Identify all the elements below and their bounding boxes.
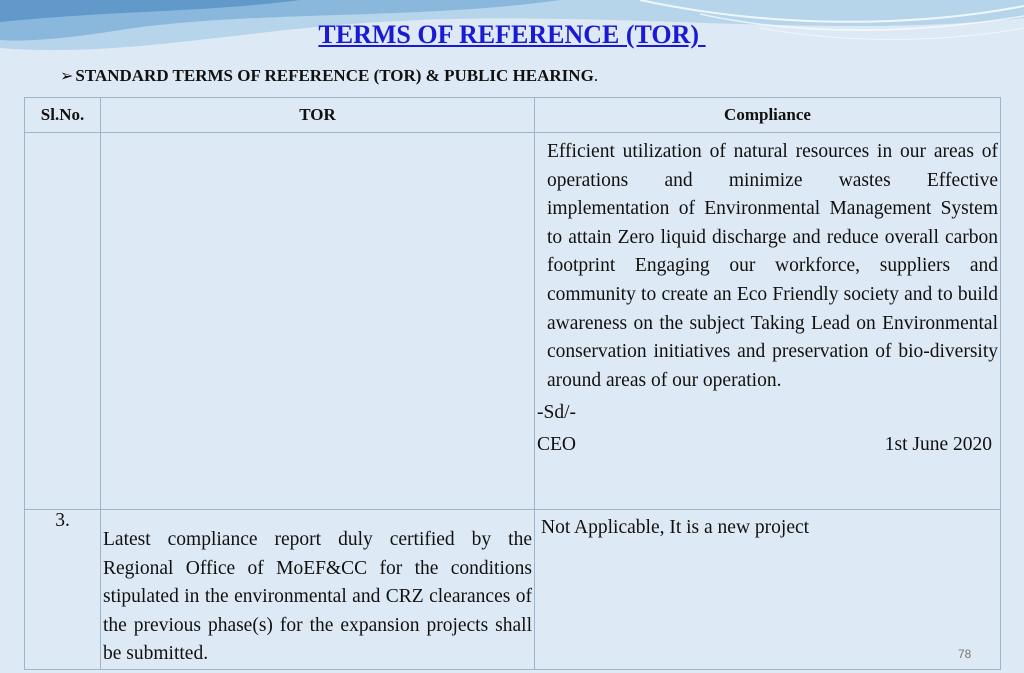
policy-date: 1st June 2020 <box>884 434 992 456</box>
table-row <box>25 510 1001 670</box>
header-compliance: Compliance <box>535 98 1001 133</box>
section-heading-text: STANDARD TERMS OF REFERENCE (TOR) & PUBLIC HEARING <box>75 66 594 85</box>
section-heading <box>60 66 598 86</box>
environmental-policy-text: Efficient utilization of natural resources in our areas of operations and minimize wastes Effective implementation of Environmental Management System to attain Zero liquid discharge and reduce overall carbon footprint Engaging our workforce, suppliers and community to create an Eco Friendly society and to build awareness on the subject Taking Lead on Environmental conservation initiatives and preservation of bio-diversity around areas of our operation. <box>547 141 998 391</box>
header-tor: TOR <box>101 98 535 133</box>
tor-text: Latest compliance report duly certified by the Regional Office of MoEF&CC for the conditions stipulated in the environmental and CRZ clearances of the previous phase(s) for the expansion projects shall be submitted. <box>103 529 532 665</box>
tor-compliance-table <box>24 97 1001 670</box>
table-header-row <box>25 98 1001 133</box>
signatory-row <box>537 431 992 459</box>
slno-cell <box>25 133 101 510</box>
page-title: TERMS OF REFERENCE (TOR) <box>318 20 706 49</box>
section-heading-period: . <box>593 66 599 85</box>
tor-cell <box>101 510 535 670</box>
compliance-cell <box>535 133 1001 510</box>
designation: CEO <box>537 434 576 456</box>
compliance-cell <box>535 510 1001 670</box>
arrow-bullet-icon: ➢ <box>60 68 74 85</box>
header-slno: Sl.No. <box>25 98 101 133</box>
page-number: 78 <box>958 647 972 661</box>
signature: -Sd/- <box>537 402 576 424</box>
compliance-text: Not Applicable, It is a new project <box>541 517 810 538</box>
slno-cell: 3. <box>25 510 101 670</box>
tor-cell <box>101 133 535 510</box>
table-row <box>25 133 1001 510</box>
